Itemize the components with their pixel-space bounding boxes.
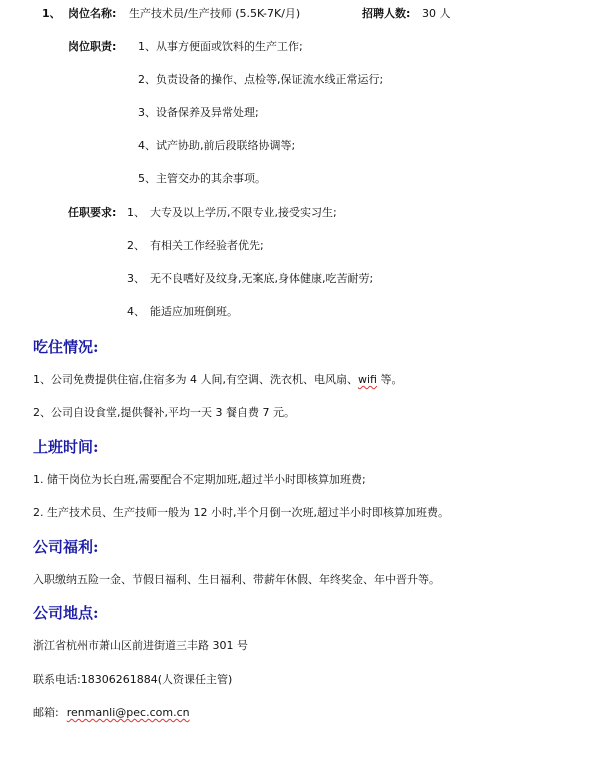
accommodation-line-1-text: 1、公司免费提供住宿,住宿多为 4 人间,有空调、洗衣机、电风扇、 [33, 373, 358, 386]
headcount-label: 招聘人数: [362, 7, 411, 20]
requirement-number: 4、 [127, 305, 145, 318]
contact-email-row [33, 706, 190, 720]
requirements-label: 任职要求: [68, 206, 117, 219]
accommodation-line-1 [33, 373, 402, 387]
work-hours-heading: 上班时间: [33, 438, 99, 456]
requirement-text: 大专及以上学历,不限专业,接受实习生; [150, 206, 337, 219]
job-name-label: 岗位名称: [68, 7, 117, 20]
address-heading: 公司地点: [33, 604, 99, 622]
requirement-text: 无不良嗜好及纹身,无案底,身体健康,吃苦耐劳; [150, 272, 374, 285]
benefits-line: 入职缴纳五险一金、节假日福利、生日福利、带薪年休假、年终奖金、年中晋升等。 [33, 573, 440, 586]
duty-item: 2、负责设备的操作、点检等,保证流水线正常运行; [138, 73, 384, 86]
requirement-number: 2、 [127, 239, 145, 252]
wifi-text: wifi [357, 373, 377, 386]
job-number: 1、 [42, 7, 61, 20]
duty-item: 4、试产协助,前后段联络协调等; [138, 139, 296, 152]
benefits-heading: 公司福利: [33, 538, 99, 556]
requirement-number: 3、 [127, 272, 145, 285]
duties-label: 岗位职责: [68, 40, 117, 53]
requirement-text: 有相关工作经验者优先; [150, 239, 264, 252]
accommodation-heading: 吃住情况: [33, 338, 99, 356]
job-name-value: 生产技术员/生产技师 (5.5K-7K/月) [129, 7, 301, 20]
work-hours-line-1: 1. 储干岗位为长白班,需要配合不定期加班,超过半小时即核算加班费; [33, 473, 366, 486]
requirement-number: 1、 [127, 206, 145, 219]
work-hours-line-2: 2. 生产技术员、生产技师一般为 12 小时,半个月倒一次班,超过半小时即核算加班费。 [33, 506, 449, 519]
email-label: 邮箱: [33, 706, 59, 719]
headcount-value: 30 人 [422, 7, 451, 20]
accommodation-line-2: 2、公司自设食堂,提供餐补,平均一天 3 餐自费 7 元。 [33, 406, 295, 419]
accommodation-line-1-end: 等。 [376, 373, 403, 386]
email-address[interactable]: renmanli@pec.com.cn [66, 706, 190, 719]
contact-phone: 联系电话:18306261884(人资课任主管) [33, 673, 233, 686]
duty-item: 5、主管交办的其余事项。 [138, 172, 266, 185]
duty-item: 3、设备保养及异常处理; [138, 106, 259, 119]
requirement-text: 能适应加班倒班。 [150, 305, 238, 318]
address-location: 浙江省杭州市萧山区前进街道三丰路 301 号 [33, 639, 248, 652]
duty-item: 1、从事方便面或饮料的生产工作; [138, 40, 303, 53]
